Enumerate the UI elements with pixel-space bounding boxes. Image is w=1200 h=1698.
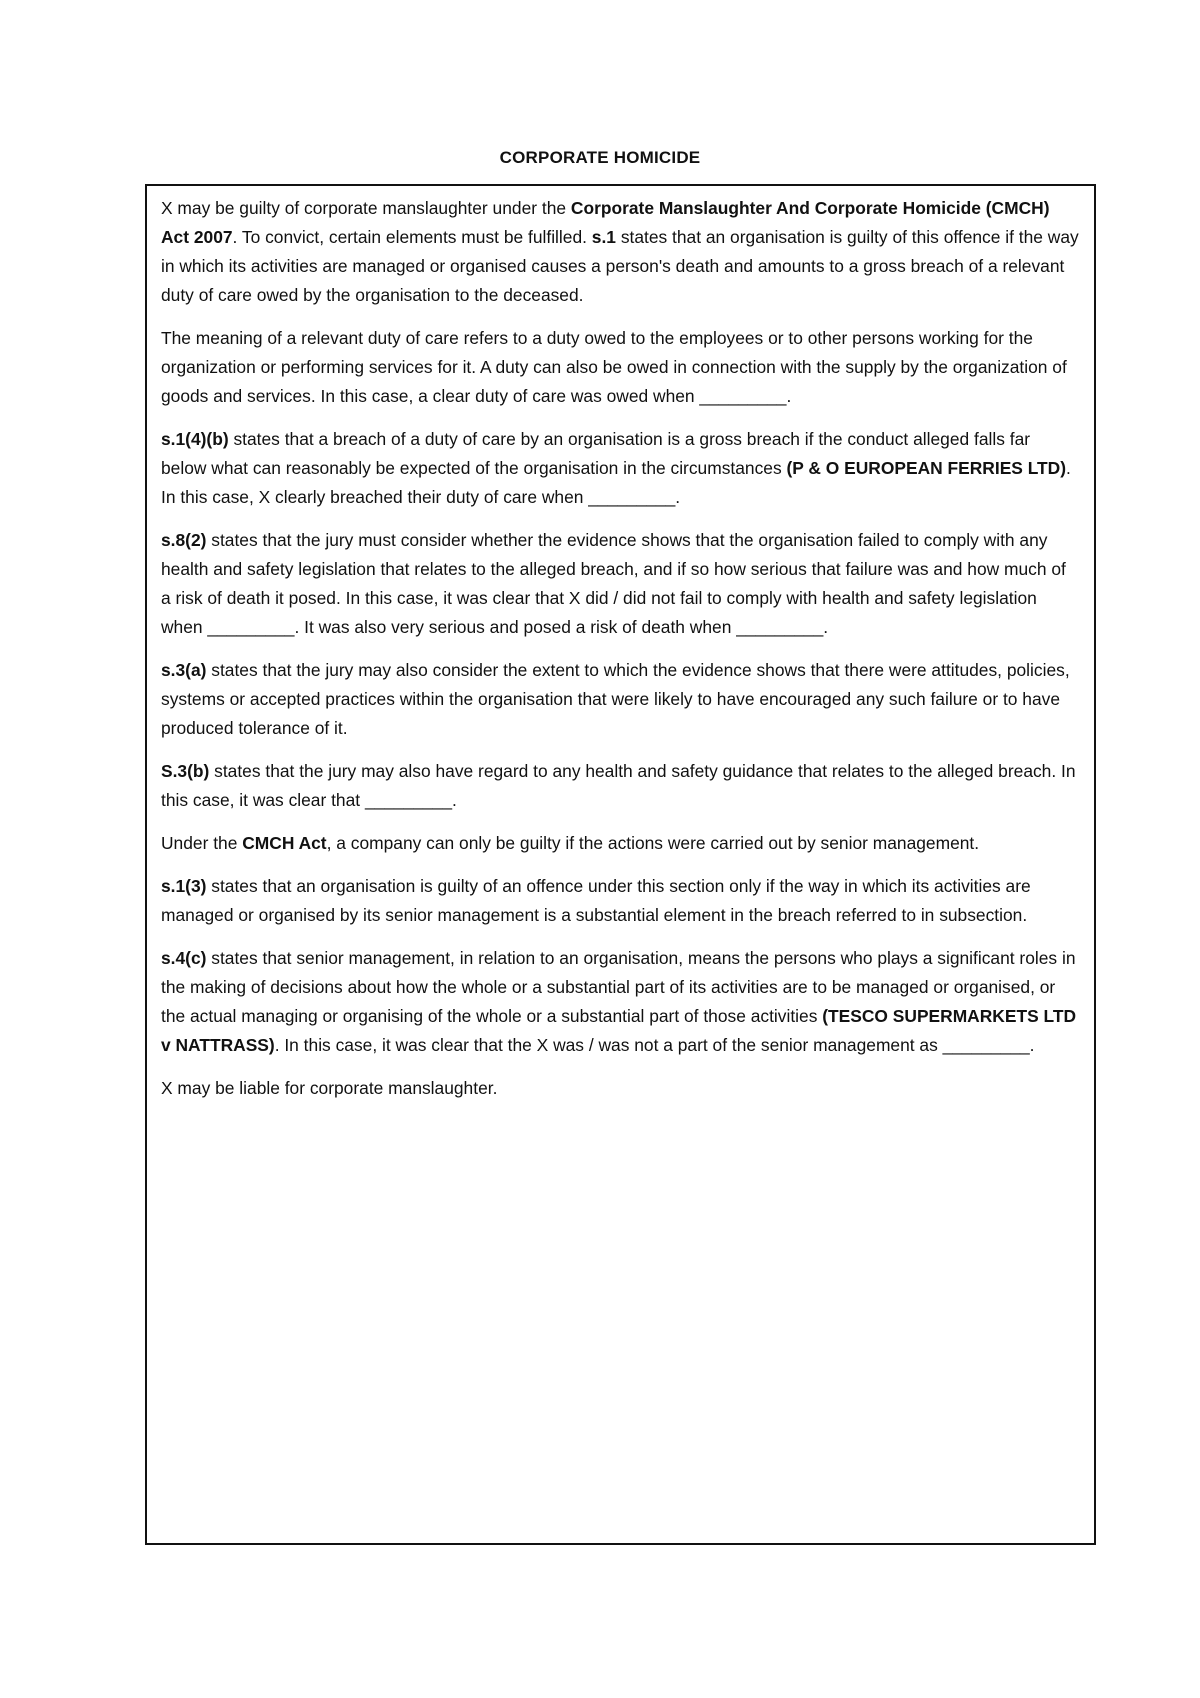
text-run: states that senior management, in relation to an organisation, means the persons who plays a significant roles in the making of decisions about how the whole or a substantial part of its activities are to be managed or organised, or the actual managing or organising of the whole or a substantial part of those activities xyxy=(161,948,1076,1026)
paragraph-cmch-act xyxy=(161,829,1080,858)
paragraph-s8-2 xyxy=(161,526,1080,642)
text-run: states that the jury must consider whether the evidence shows that the organisation failed to comply with any health and safety legislation that relates to the alleged breach, and if so how serious that failure was and how much of a risk of death it posed. In this case, it was clear that X did / did not fail to comply with health and safety legislation when _________. It was also very serious and posed a risk of death when _________. xyxy=(161,530,1066,637)
paragraph-intro xyxy=(161,194,1080,310)
text-run: . In this case, X clearly breached their duty of care when _________. xyxy=(161,458,1071,507)
paragraph-s4-c xyxy=(161,944,1080,1060)
paragraph-conclusion xyxy=(161,1074,1080,1103)
text-run: X may be liable for corporate manslaughter. xyxy=(161,1078,498,1098)
bold-text-run: s.1(4)(b) xyxy=(161,429,229,449)
bold-text-run: CMCH Act xyxy=(242,833,327,853)
text-run: The meaning of a relevant duty of care refers to a duty owed to the employees or to other persons working for the organization or performing services for it. A duty can also be owed in connection with the supply by the organization of goods and services. In this case, a clear duty of care was owed when _________. xyxy=(161,328,1067,406)
text-run: , a company can only be guilty if the actions were carried out by senior management. xyxy=(326,833,980,853)
bold-text-run: S.3(b) xyxy=(161,761,210,781)
paragraph-s1-3 xyxy=(161,872,1080,930)
bold-text-run: s.8(2) xyxy=(161,530,207,550)
bold-text-run: s.1 xyxy=(591,227,616,247)
text-run: states that an organisation is guilty of this offence if the way in which its activities are managed or organised causes a person's death and amounts to a gross breach of a relevant duty of care owed by the organisation to the deceased. xyxy=(161,227,1079,305)
paragraph-s1-4-b xyxy=(161,425,1080,512)
document-title: CORPORATE HOMICIDE xyxy=(499,148,701,167)
bold-text-run: s.4(c) xyxy=(161,948,207,968)
text-run: . In this case, it was clear that the X was / was not a part of the senior management as _________. xyxy=(274,1035,1035,1055)
bold-text-run: (P & O EUROPEAN FERRIES LTD) xyxy=(786,458,1067,478)
bold-text-run: (TESCO SUPERMARKETS LTD v NATTRASS) xyxy=(161,1006,1077,1055)
text-run: states that a breach of a duty of care by an organisation is a gross breach if the conduct alleged falls far below what can reasonably be expected of the organisation in the circumstances xyxy=(161,429,1031,478)
paragraph-s3-b xyxy=(161,757,1080,815)
text-run: states that an organisation is guilty of an offence under this section only if the way in which its activities are managed or organised by its senior management is a substantial element in the breach referred to in subsection. xyxy=(161,876,1031,925)
bold-text-run: s.1(3) xyxy=(161,876,207,896)
content-box xyxy=(145,184,1096,1545)
text-run: states that the jury may also have regard to any health and safety guidance that relates to the alleged breach. In this case, it was clear that _________. xyxy=(161,761,1076,810)
text-run: . To convict, certain elements must be fulfilled. xyxy=(232,227,592,247)
paragraph-s3-a xyxy=(161,656,1080,743)
text-run: states that the jury may also consider the extent to which the evidence shows that there were attitudes, policies, systems or accepted practices within the organisation that were likely to have encouraged any such failure or to have produced tolerance of it. xyxy=(161,660,1070,738)
bold-text-run: s.3(a) xyxy=(161,660,207,680)
paragraph-duty-of-care xyxy=(161,324,1080,411)
text-run: Under the xyxy=(161,833,243,853)
bold-text-run: Corporate Manslaughter And Corporate Homicide (CMCH) Act 2007 xyxy=(161,198,1050,247)
text-run: X may be guilty of corporate manslaughter under the xyxy=(161,198,571,218)
